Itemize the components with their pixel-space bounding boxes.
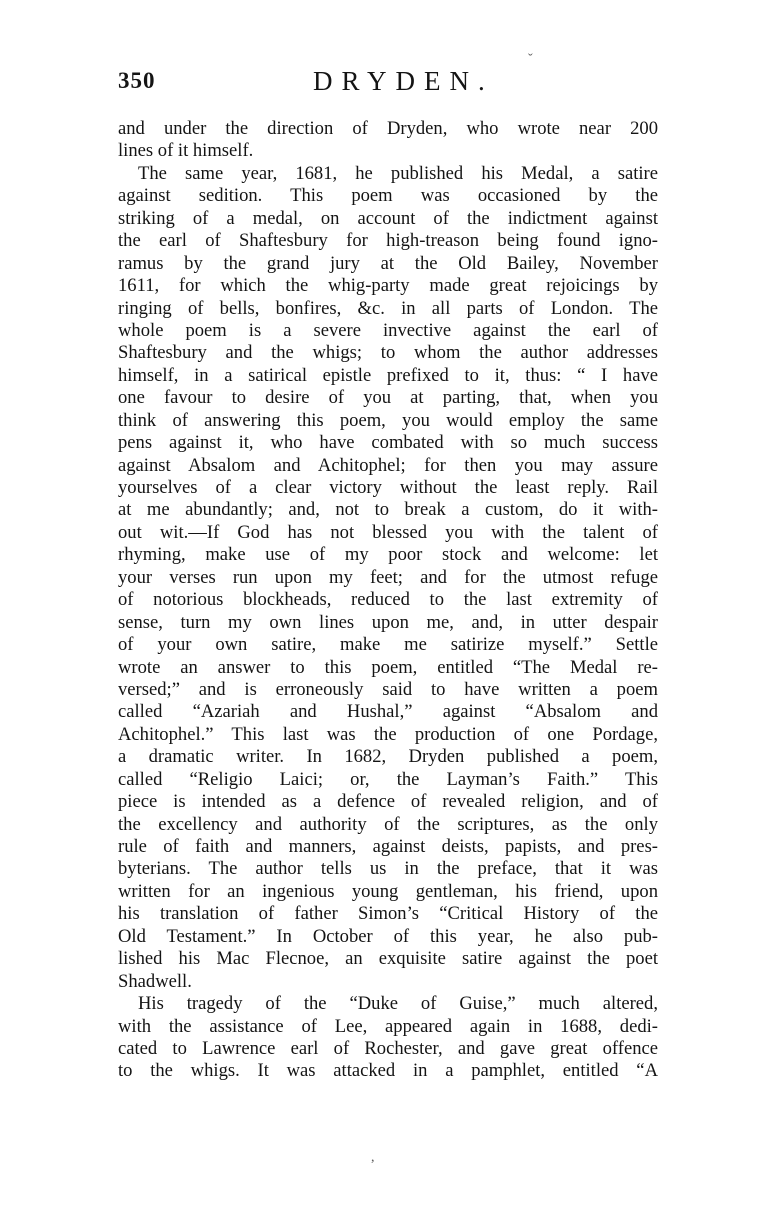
running-head: DRYDEN. (313, 66, 494, 96)
text-line: rule of faith and manners, against deists, papists, and pres- (118, 836, 658, 857)
print-speck: , (371, 1150, 375, 1165)
print-speck: ˇ (528, 52, 533, 67)
text-line: the excellency and authority of the scriptures, as the only (118, 813, 658, 835)
text-line: piece is intended as a defence of revealed religion, and of (118, 791, 658, 813)
text-line: of notorious blockheads, reduced to the last extremity of (118, 589, 658, 611)
text-line: Old Testament.” In October of this year, he also pub- (118, 925, 658, 947)
text-line: written for an ingenious young gentleman, his friend, upon (118, 880, 658, 902)
text-line: whole poem is a severe invective against the earl of (118, 319, 658, 341)
text-line: sense, turn my own lines upon me, and, in utter despair (118, 611, 658, 633)
text-line: your verses run upon my feet; and for the utmost refuge (118, 566, 658, 588)
text-line: the earl of Shaftesbury for high-treason being found igno- (118, 230, 658, 252)
text-line: cated to Lawrence earl of Rochester, and gave great offence (118, 1037, 658, 1059)
text-line: against Absalom and Achitophel; for then you may assure (118, 454, 658, 476)
text-line: His tragedy of the “Duke of Guise,” much altered, (138, 993, 658, 1015)
text-line: versed;” and is erroneously said to have written a poem (118, 678, 658, 700)
text-line: rhyming, make use of my poor stock and welcome: let (118, 544, 658, 566)
text-line: to the whigs. It was attacked in a pamphlet, entitled “A (118, 1060, 658, 1082)
text-line: himself, in a satirical epistle prefixed to it, thus: “ I have (118, 364, 658, 386)
text-line: Achitophel.” This last was the production of one Pordage, (118, 723, 658, 745)
text-line: at me abundantly; and, not to break a custom, do it with- (118, 499, 658, 521)
text-line: and under the direction of Dryden, who wrote near 200 (118, 118, 658, 139)
text-line: lines of it himself. (118, 140, 254, 162)
text-line: striking of a medal, on account of the indictment against (118, 207, 658, 229)
text-line: ringing of bells, bonfires, &c. in all parts of London. The (118, 297, 658, 319)
text-line: a dramatic writer. In 1682, Dryden published a poem, (118, 746, 658, 768)
text-line: called “Azariah and Hushal,” against “Absalom and (118, 701, 658, 723)
text-line: ramus by the grand jury at the Old Bailey, November (118, 252, 658, 274)
text-line: with the assistance of Lee, appeared again in 1688, dedi- (118, 1015, 658, 1037)
text-line: of your own satire, make me satirize myself.” Settle (118, 634, 658, 656)
page-header (118, 68, 658, 104)
text-line: wrote an answer to this poem, entitled “The Medal re- (118, 656, 658, 678)
text-line: one favour to desire of you at parting, that, when you (118, 387, 658, 409)
text-line: pens against it, who have combated with so much success (118, 432, 658, 454)
page-number: 350 (118, 68, 156, 93)
text-line: out wit.—If God has not blessed you with the talent of (118, 521, 658, 543)
text-line: lished his Mac Flecnoe, an exquisite satire against the poet (118, 948, 658, 970)
text-line: think of answering this poem, you would employ the same (118, 409, 658, 431)
text-line: 1611, for which the whig-party made great rejoicings by (118, 275, 658, 297)
text-line: Shadwell. (118, 970, 192, 992)
text-line: against sedition. This poem was occasioned by the (118, 185, 658, 207)
text-line: his translation of father Simon’s “Critical History of the (118, 903, 658, 925)
text-line: The same year, 1681, he published his Medal, a satire (138, 162, 658, 184)
text-line: byterians. The author tells us in the preface, that it was (118, 858, 658, 880)
body-text (118, 118, 658, 1083)
text-line: Shaftesbury and the whigs; to whom the author addresses (118, 342, 658, 364)
text-line: called “Religio Laici; or, the Layman’s Faith.” This (118, 768, 658, 790)
text-line: yourselves of a clear victory without the least reply. Rail (118, 477, 658, 498)
